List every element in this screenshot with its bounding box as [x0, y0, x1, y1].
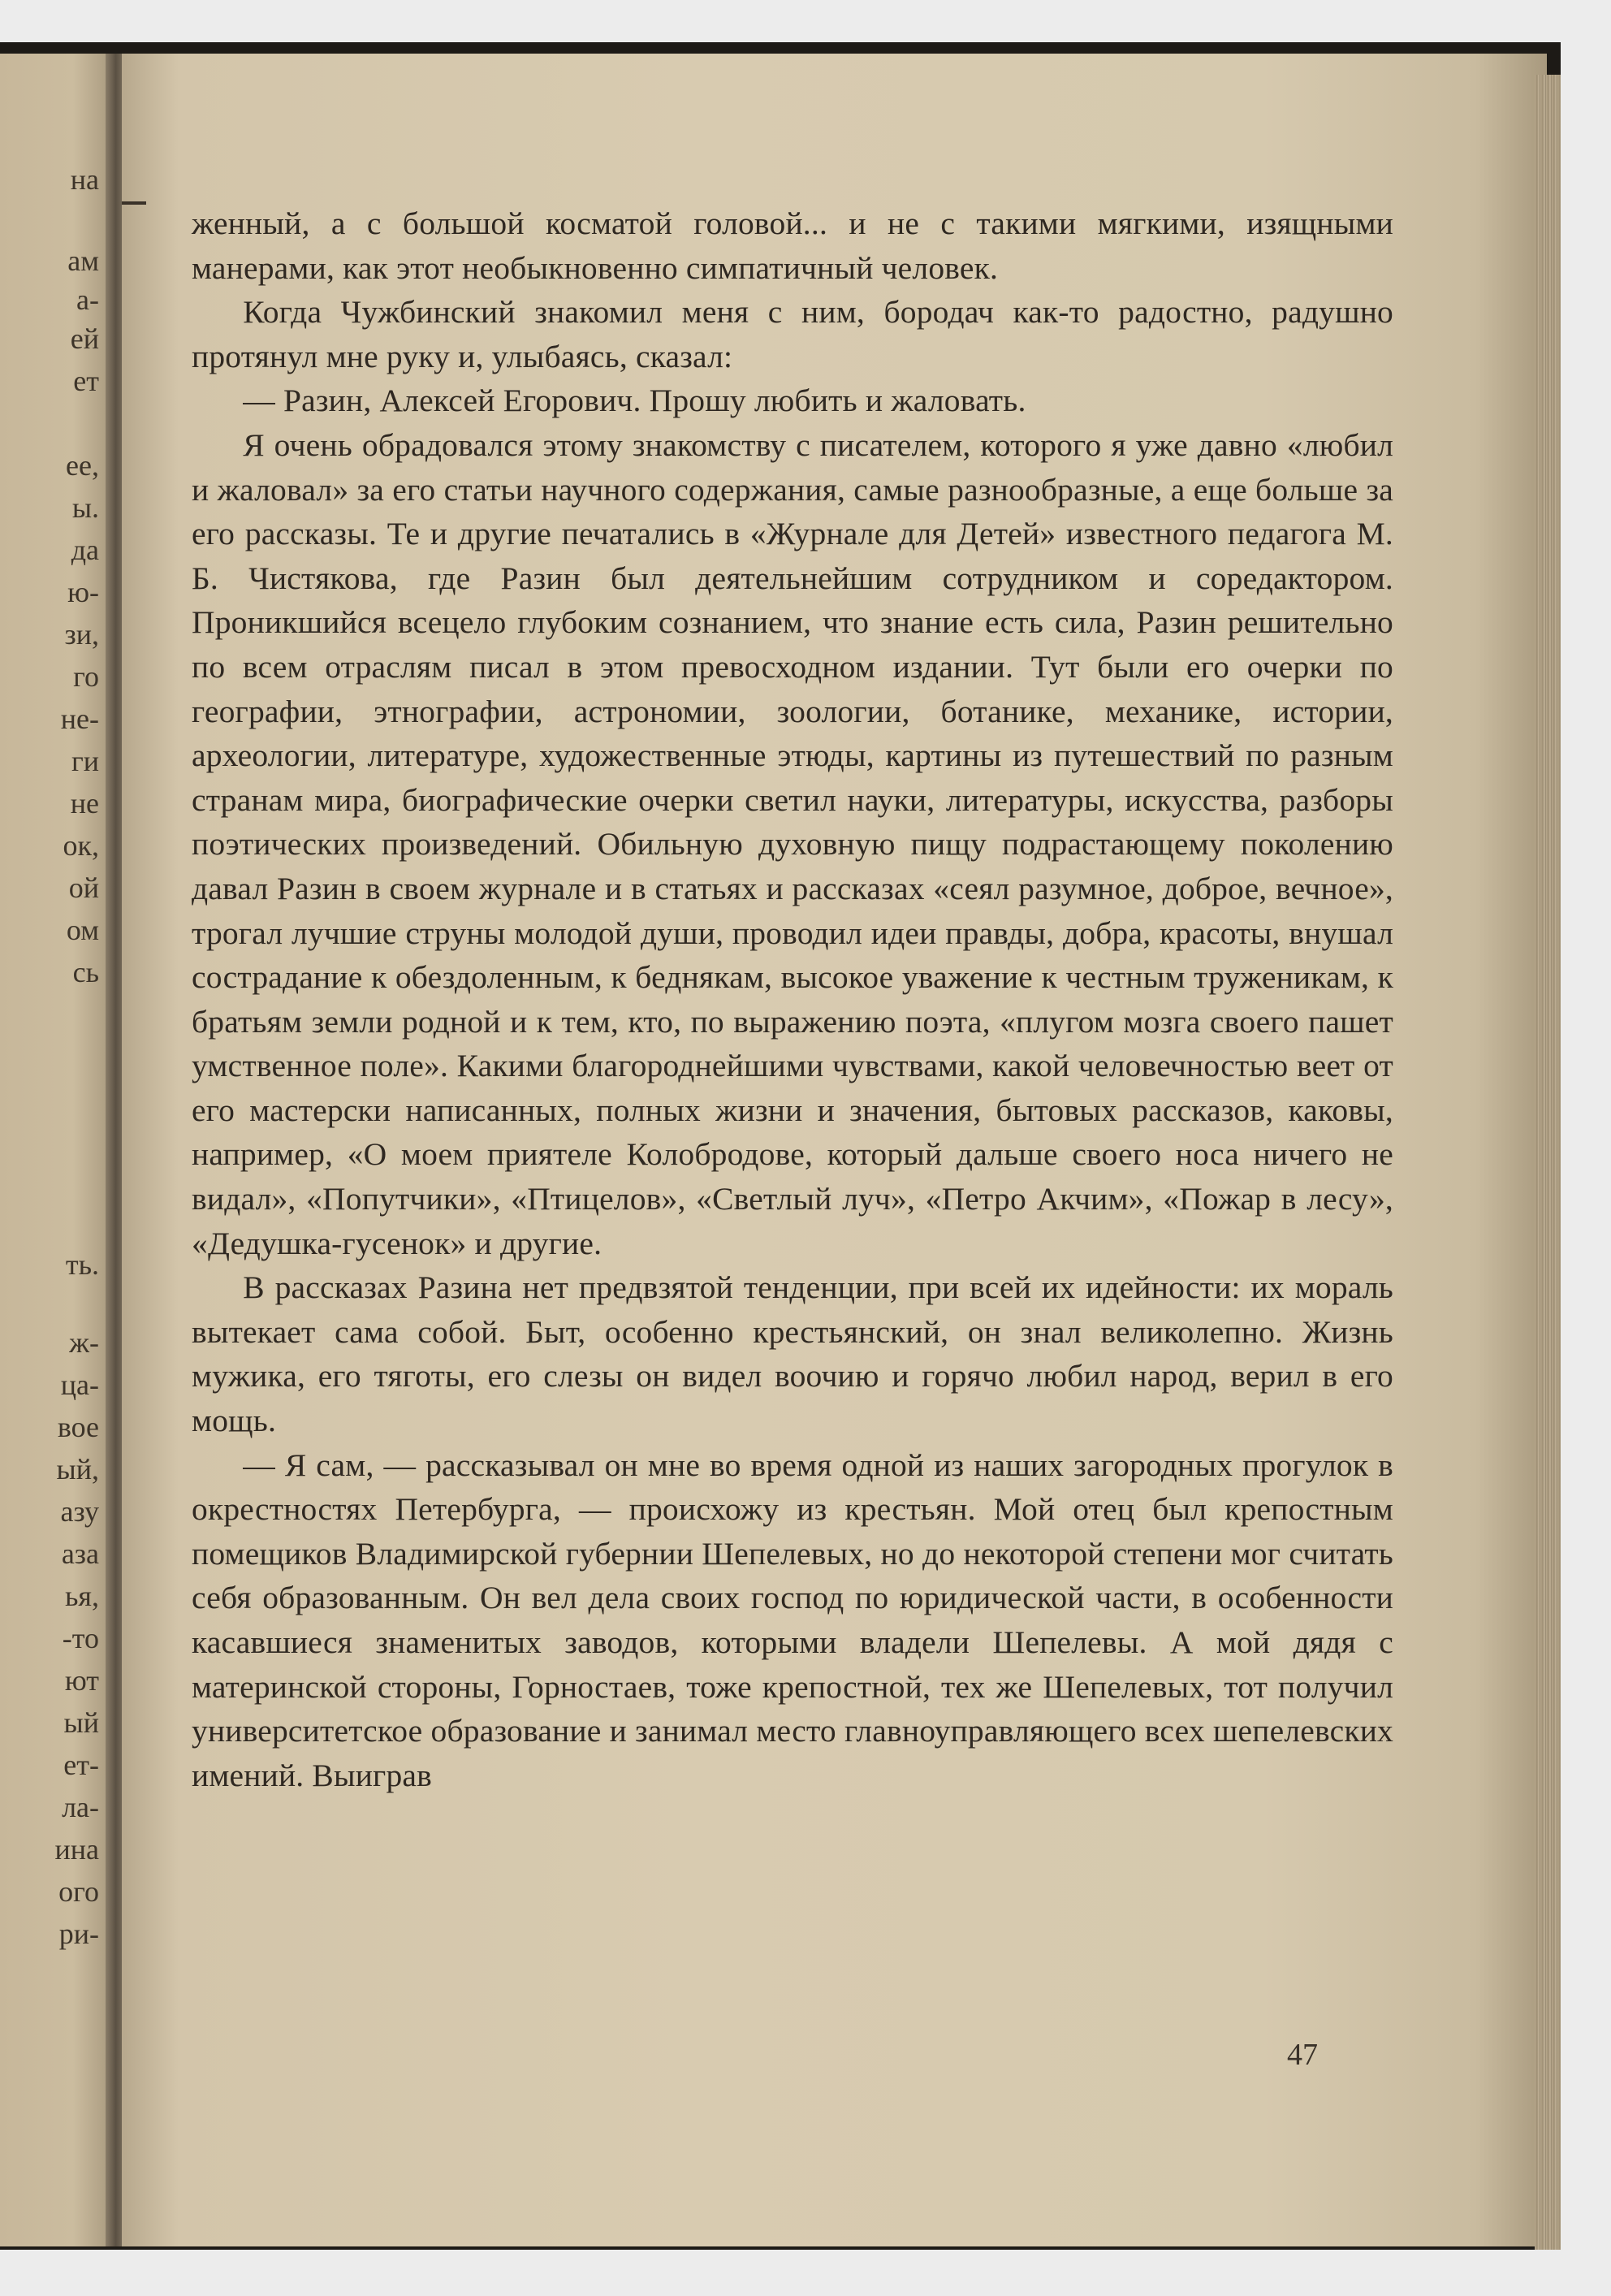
- left-page-line: вое: [57, 1411, 99, 1443]
- left-page-line: ла-: [62, 1791, 99, 1823]
- page-number: 47: [1287, 2038, 1318, 2072]
- paragraph: Я очень обрадовался этому знакомству с писателем, которого я уже давно «любил и жаловал» за его статьи научного содержания, самые разнообразные, а еще больше за его рассказы. Те и другие печатались в «Журнале для Детей» известного педагога М. Б. Чистякова, где Разин был деятельнейшим сотрудником и соредактором. Проникшийся всецело глубоким сознанием, что знание есть сила, Разин решительно по всем отраслям писал в этом превосходном издании. Тут были его очерки по географии, этнографии, астрономии, зоологии, ботанике, механике, истории, археологии, литературе, художественные этюды, картины из путешествий по разным странам мира, биографические очерки светил науки, литературы, искусства, разборы поэтических произведений. Обильную духовную пищу подрастающему поколению давал Разин в своем журнале и в статьях и рассказах «сеял разумное, доброе, вечное», трогал лучшие струны молодой души, проводил идеи правды, добра, красоты, внушал сострадание к обездоленным, к беднякам, высокое уважение к честным труженикам, к братьям земли родной и к тем, кто, по выражению поэта, «плугом мозга своего пашет умственное поле». Какими благороднейшими чувствами, какой человечностью веет от его мастерски написанных, полных жизни и значения, бытовых рассказов, каковы, например, «О моем приятеле Колобродове, который дальше своего носа ничего не видал», «Попутчики», «Птицелов», «Светлый луч», «Петро Акчим», «Пожар в лесу», «Дедушка-гусенок» и другие.: [192, 426, 1393, 1261]
- left-page-line: а-: [76, 283, 99, 316]
- page-edges: [1535, 75, 1561, 2250]
- left-page-line: аза: [61, 1537, 99, 1570]
- left-page-line: го: [73, 660, 99, 693]
- left-page-line: ж-: [69, 1326, 99, 1359]
- left-page-line: ья,: [65, 1580, 99, 1612]
- paragraph: В рассказах Разина нет предвзятой тенденции, при всей их идейности: их мораль вытекает сама собой. Быт, особенно крестьянский, он знал великолепно. Жизнь мужика, его тяготы, его слезы он видел воочию и горячо любил народ, верил в его мощь.: [192, 1269, 1393, 1439]
- left-page-line: ри-: [58, 1918, 99, 1950]
- left-page-line: ца-: [60, 1369, 99, 1401]
- left-page-line: да: [71, 534, 99, 566]
- left-page-line: зи,: [64, 618, 99, 651]
- left-page-line: ый,: [56, 1453, 99, 1485]
- left-page-line: -то: [62, 1622, 99, 1654]
- left-page-line: ет: [73, 365, 99, 397]
- left-page-line: ей: [70, 322, 99, 355]
- left-page-line: ого: [58, 1875, 99, 1908]
- paragraph: — Разин, Алексей Егорович. Прошу любить и жаловать.: [243, 383, 1026, 419]
- page-text: [192, 201, 1393, 1797]
- left-page-line: ют: [64, 1664, 99, 1697]
- left-page-line: не: [70, 787, 99, 819]
- left-page-line: на: [70, 163, 99, 196]
- left-page-line: ее,: [66, 449, 99, 482]
- left-page-line: ы.: [71, 491, 99, 524]
- left-page-line: ом: [66, 914, 99, 946]
- paragraph: — Я сам, — рассказывал он мне во время одной из наших загородных прогулок в окрестностях Петербурга, — происхожу из крестьян. Мой отец был крепостным помещиков Владимирской губернии Шепелевых, но до некоторой степени мог считать себя образованным. Он вел дела своих господ по юридической части, в особенности касавшиеся знаменитых заводов, которыми владели Шепелевы. А мой дядя с материнской стороны, Горностаев, тоже крепостной, тех же Шепелевых, тот получил университетское образование и занимал место главноуправляющего всех шепелевских имений. Выиграв: [192, 1446, 1393, 1793]
- paragraph: Когда Чужбинский знакомил меня с ним, бородач как-то радостно, радушно протянул мне руку и, улыбаясь, сказал:: [192, 294, 1393, 374]
- left-page-line: ок,: [63, 829, 99, 862]
- paragraph: женный, а с большой косматой головой... и не с такими мягкими, изящными манерами, как этот необыкновенно симпатичный человек.: [192, 205, 1393, 286]
- left-page-line: не-: [60, 703, 99, 735]
- left-page-line: ги: [71, 745, 99, 777]
- left-page-line: сь: [72, 956, 99, 988]
- left-page-line: ю-: [67, 576, 99, 608]
- left-page-line: ть.: [65, 1248, 99, 1281]
- left-page-line: ет-: [63, 1749, 99, 1781]
- left-page-line: ой: [68, 871, 99, 904]
- left-page-line: ам: [67, 244, 99, 277]
- left-page-line: ый: [63, 1706, 99, 1739]
- margin-mark: [122, 201, 146, 205]
- left-page-line: азу: [60, 1495, 99, 1528]
- left-page-line: ина: [54, 1833, 99, 1866]
